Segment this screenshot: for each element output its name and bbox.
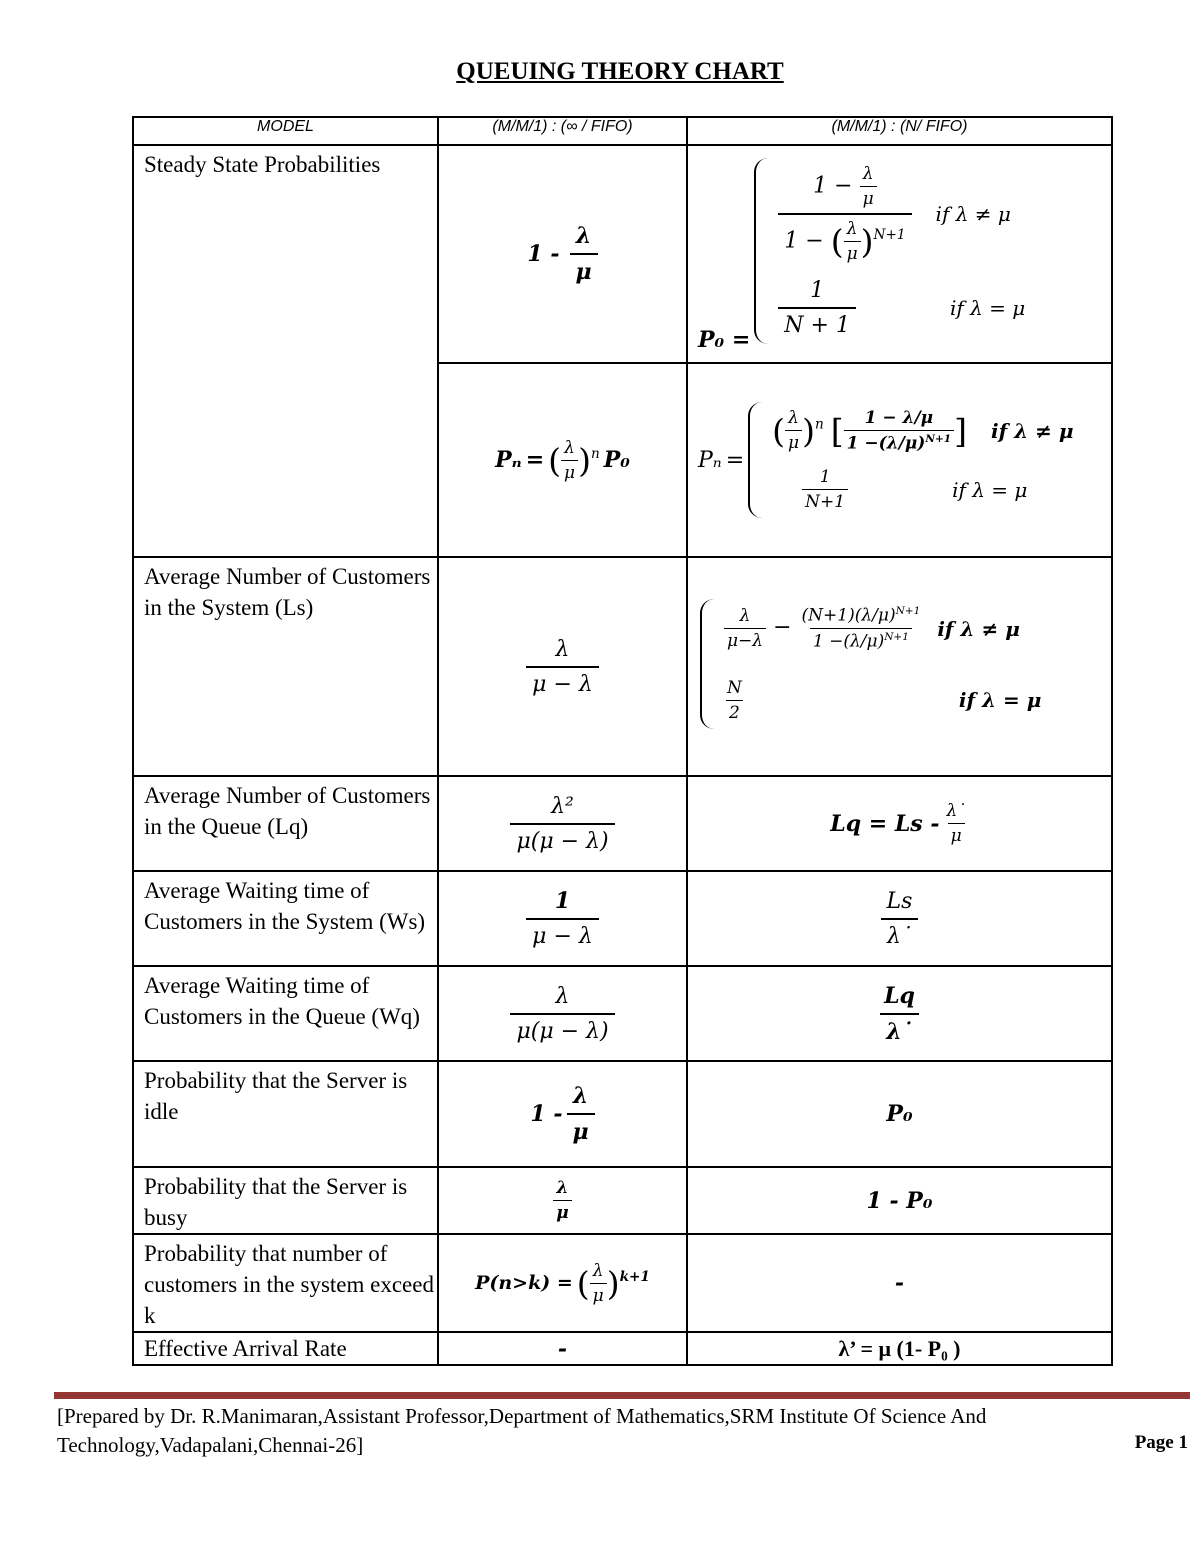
formula-pn-finite: Pₙ = ( $\frac{\lambda}{\mu}$ )$^n$ [ $\frac{1 - \lambda/\mu}{1 -(\lambda/\mu)^{N+1}}$ ] if λ ≠ μ $\frac{1}{N+1}$ if λ = μ <box>687 363 1112 557</box>
formula-busy-infinite: $\frac{\lambda}{\mu}$ <box>438 1167 687 1234</box>
header-n-fifo: (M/M/1) : (N/ FIFO) <box>687 117 1112 145</box>
formula-wq-infinite: $\frac{\lambda}{\mu(\mu - \lambda)}$ <box>438 966 687 1061</box>
row-steady-p0 <box>133 145 1112 363</box>
row-ws <box>133 871 1112 966</box>
formula-pn-infinite: Pₙ = ( $\frac{\lambda}{\mu}$ )$^n$ P₀ <box>438 363 687 557</box>
label-exceed-k: Probability that number of customers in the system exceed k <box>133 1234 438 1332</box>
queuing-chart-table <box>132 116 1113 1366</box>
lambda-over-mu: $\frac{\lambda}{\mu}$ <box>570 223 598 285</box>
row-idle <box>133 1061 1112 1167</box>
label-lq: Average Number of Customers in the Queue (Lq) <box>133 776 438 871</box>
formula-idle-infinite: 1 - $\frac{\lambda}{\mu}$ <box>438 1061 687 1167</box>
row-ls <box>133 557 1112 776</box>
page-title: QUEUING THEORY CHART <box>456 58 784 85</box>
formula-idle-finite: P₀ <box>687 1061 1112 1167</box>
row-busy <box>133 1167 1112 1234</box>
footer-divider <box>54 1392 1190 1399</box>
formula-busy-finite: 1 - P₀ <box>687 1167 1112 1234</box>
formula-ls-finite: $\frac{\lambda}{\mu-\lambda}$ − $\frac{(N+1)(\lambda/\mu)^{N+1}}{1 -(\lambda/\mu)^{N+1}}$ if λ ≠ μ $\frac{N}{2}$ if λ = μ <box>687 557 1112 776</box>
formula-ls-infinite: $\frac{\lambda}{\mu - \lambda}$ <box>438 557 687 776</box>
condition-eq: if λ = μ <box>949 296 1026 320</box>
condition-neq: if λ ≠ μ <box>935 202 1011 226</box>
label-ls: Average Number of Customers in the System (Ls) <box>133 557 438 776</box>
brace-icon <box>754 158 778 344</box>
label-busy: Probability that the Server is busy <box>133 1167 438 1234</box>
brace-icon <box>700 599 724 728</box>
page-number: Page 1 <box>1134 1432 1188 1453</box>
label-idle: Probability that the Server is idle <box>133 1061 438 1167</box>
formula-ws-finite: $\frac{Ls}{\lambda˙}$ <box>687 871 1112 966</box>
row-wq <box>133 966 1112 1061</box>
formula-arrival-finite: λ’ = μ (1- P₀ ) <box>687 1332 1112 1365</box>
label-effective-arrival: Effective Arrival Rate <box>133 1332 438 1365</box>
formula-ws-infinite: $\frac{1}{\mu - \lambda}$ <box>438 871 687 966</box>
formula-wq-finite: $\frac{Lq}{\lambda˙}$ <box>687 966 1112 1061</box>
header-infinite-fifo: (M/M/1) : (∞ / FIFO) <box>438 117 687 145</box>
header-model: MODEL <box>133 117 438 145</box>
row-exceed-k <box>133 1234 1112 1332</box>
formula-lq-infinite: $\frac{\text{λ²}}{\mu(\mu - \lambda)}$ <box>438 776 687 871</box>
formula-arrival-infinite: - <box>438 1332 687 1365</box>
footer-credit: [Prepared by Dr. R.Manimaran,Assistant Professor,Department of Mathematics,SRM Institute Of Science And Technology,Vadapalani,Chennai-26] <box>57 1404 987 1457</box>
brace-icon <box>748 402 772 519</box>
p0-cases: 1 − $\frac{\lambda}{\mu}$ 1 − ( $\frac{\lambda}{\mu}$ )$^{N+1}$ if λ ≠ μ $\frac{1}{N + 1}$ if λ = μ <box>754 158 1025 344</box>
formula-lq-finite: Lq = Ls - $\frac{\lambda˙}{\mu}$ <box>687 776 1112 871</box>
label-steady-state: Steady State Probabilities <box>133 145 438 557</box>
formula-exceed-finite: - <box>687 1234 1112 1332</box>
label-wq: Average Waiting time of Customers in the Queue (Wq) <box>133 966 438 1061</box>
formula-p0-infinite: 1 - $\frac{\lambda}{\mu}$ <box>438 145 687 363</box>
formula-exceed-infinite: P(n>k) = ( $\frac{\lambda}{\mu}$ )$^{k+1}$ <box>438 1234 687 1332</box>
formula-p0-finite: P₀ = 1 − $\frac{\lambda}{\mu}$ 1 − ( $\frac{\lambda}{\mu}$ )$^{N+1}$ if λ ≠ μ $\frac{1}{N + 1}$ if λ = μ <box>687 145 1112 363</box>
label-ws: Average Waiting time of Customers in the System (Ws) <box>133 871 438 966</box>
row-lq <box>133 776 1112 871</box>
header-row <box>133 117 1112 145</box>
row-effective-arrival <box>133 1332 1112 1365</box>
